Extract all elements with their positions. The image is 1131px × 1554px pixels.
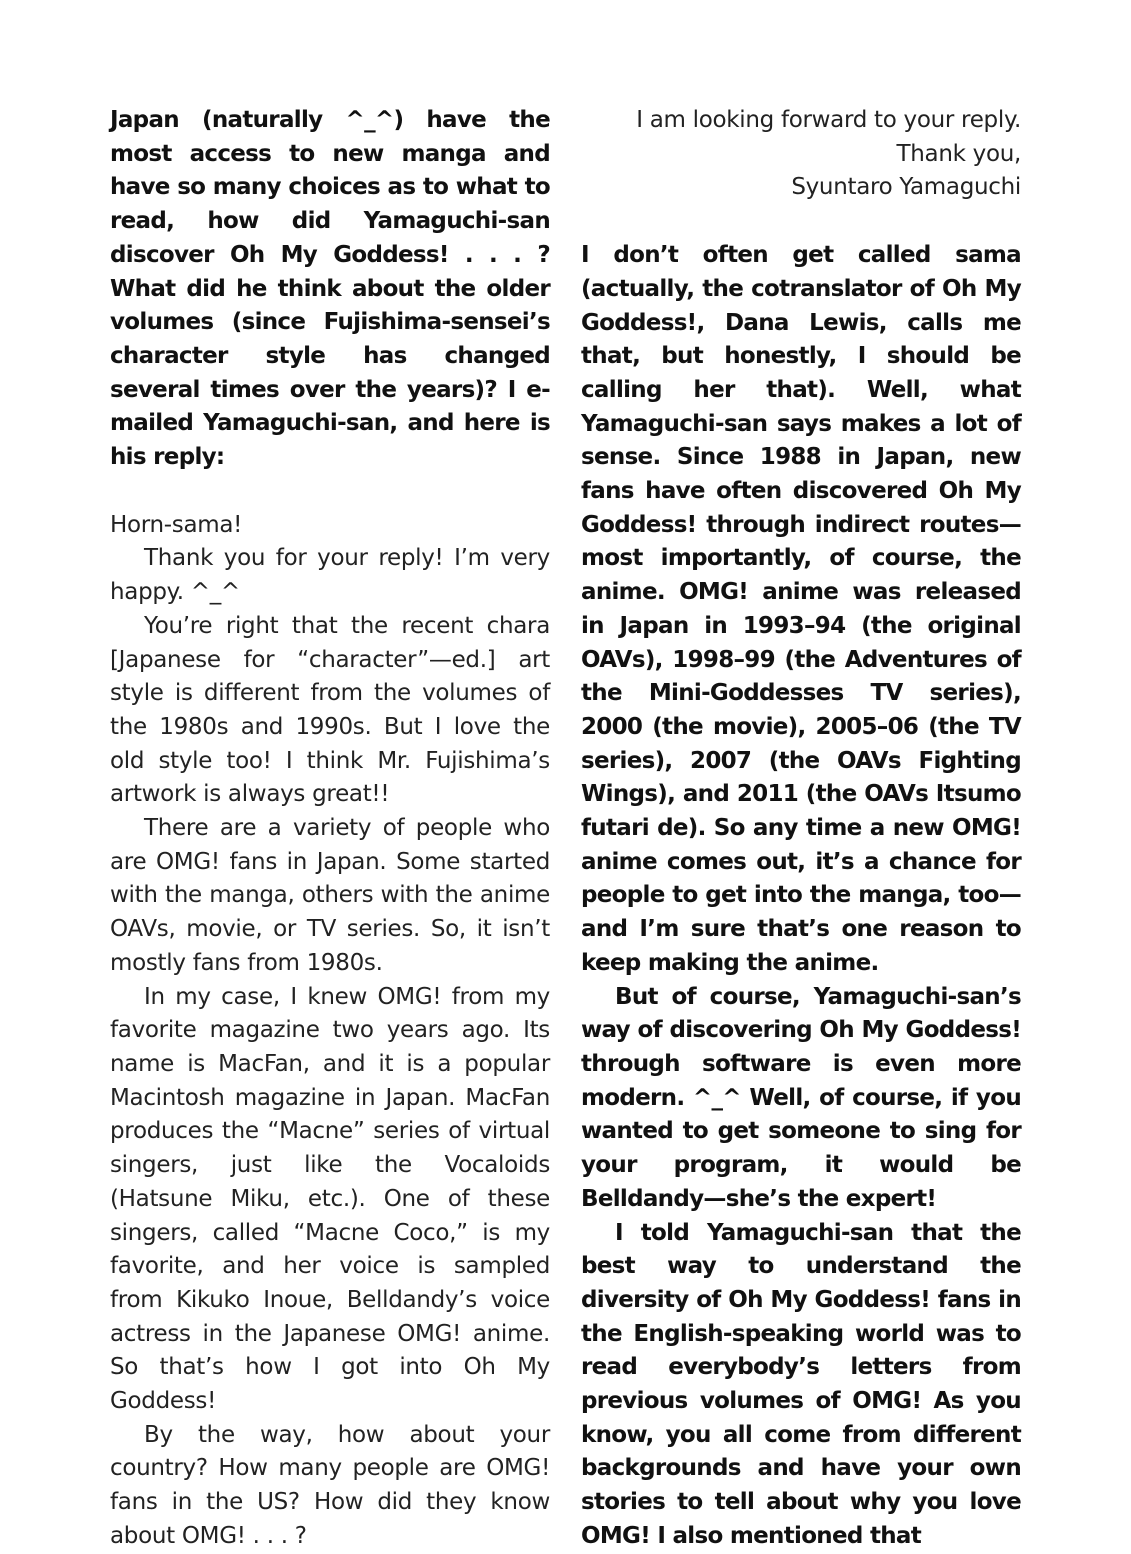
letter-paragraph: In my case, I knew OMG! from my favorite magazine two years ago. Its name is MacFan, and it is a popular Macintosh magazine in Japan. MacFan produces the “Macne” series of virtual singers, just like the Vocaloids (Hatsune Miku, etc.). One of these singers, called “Macne Coco,” is my favorite, and her voice is sampled from Kikuko Inoue, Belldandy’s voice actress in the Japanese OMG! anime. So that’s how I got into Oh My Goddess! — [110, 983, 550, 1415]
letter-paragraph: Thank you for your reply! I’m very happy. ^_^ — [110, 545, 550, 606]
intro-paragraph: Japan (naturally ^_^) have the most access to new manga and have so many choices as to what to read, how did Yamaguchi-san discover Oh My Goddess! . . . ? What did he think about the older volumes (since Fujishima-sensei’s character style has changed several times over the years)? I e-mailed Yamaguchi-san, and here is his reply: — [110, 107, 550, 471]
response-paragraph: I told Yamaguchi-san that the best way to understand the diversity of Oh My Goddess! fans in the English-speaking world was to read everybody’s letters from previous volumes of OMG! As you know, you all come from different backgrounds and have your own stories to tell about why you love OMG! I also mentioned that — [581, 1219, 1021, 1549]
letter-paragraph: There are a variety of people who are OMG! fans in Japan. Some started with the manga, others with the anime OAVs, movie, or TV series. So, it isn’t mostly fans from 1980s. — [110, 815, 550, 976]
right-column — [581, 104, 1021, 1554]
closing-thanks: Thank you, — [896, 140, 1021, 167]
left-column — [110, 104, 550, 1554]
letter-paragraph: You’re right that the recent chara [Japanese for “character”—ed.] art style is different from the volumes of the 1980s and 1990s. But I love the old style too! I think Mr. Fujishima’s artwork is always great!! — [110, 612, 550, 808]
signature-name: Syuntaro Yamaguchi — [791, 174, 1021, 201]
letter-salutation: Horn-sama! — [110, 511, 243, 538]
response-block — [581, 239, 1021, 1553]
closing-line: I am looking forward to your reply. — [636, 107, 1021, 133]
section-gap — [110, 475, 550, 509]
letter-paragraph: By the way, how about your country? How many people are OMG! fans in the US? How did they know about OMG! . . . ? — [110, 1421, 550, 1549]
letter-closing — [581, 104, 1021, 205]
response-paragraph: I don’t often get called sama (actually, the cotranslator of Oh My Goddess!, Dana Lewis, calls me that, but honestly, I should be calling her that). Well, what Yamaguchi-san says makes a lot of sense. Since 1988 in Japan, new fans have often discovered Oh My Goddess! through indirect routes—most importantly, of course, the anime. OMG! anime was released in Japan in 1993–94 (the original OAVs), 1998–99 (the Adventures of the Mini-Goddesses TV series), 2000 (the movie), 2005–06 (the TV series), 2007 (the OAVs Fighting Wings), and 2011 (the OAVs Itsumo futari de). So any time a new OMG! anime comes out, it’s a chance for people to get into the manga, too—and I’m sure that’s one reason to keep making the anime. — [581, 242, 1021, 976]
intro-block — [110, 104, 550, 475]
letter-block — [110, 509, 550, 1554]
response-paragraph: But of course, Yamaguchi-san’s way of discovering Oh My Goddess! through software is even more modern. ^_^ Well, of course, if you wanted to get someone to sing for your program, it would be Belldandy—she’s the expert! — [581, 983, 1021, 1212]
